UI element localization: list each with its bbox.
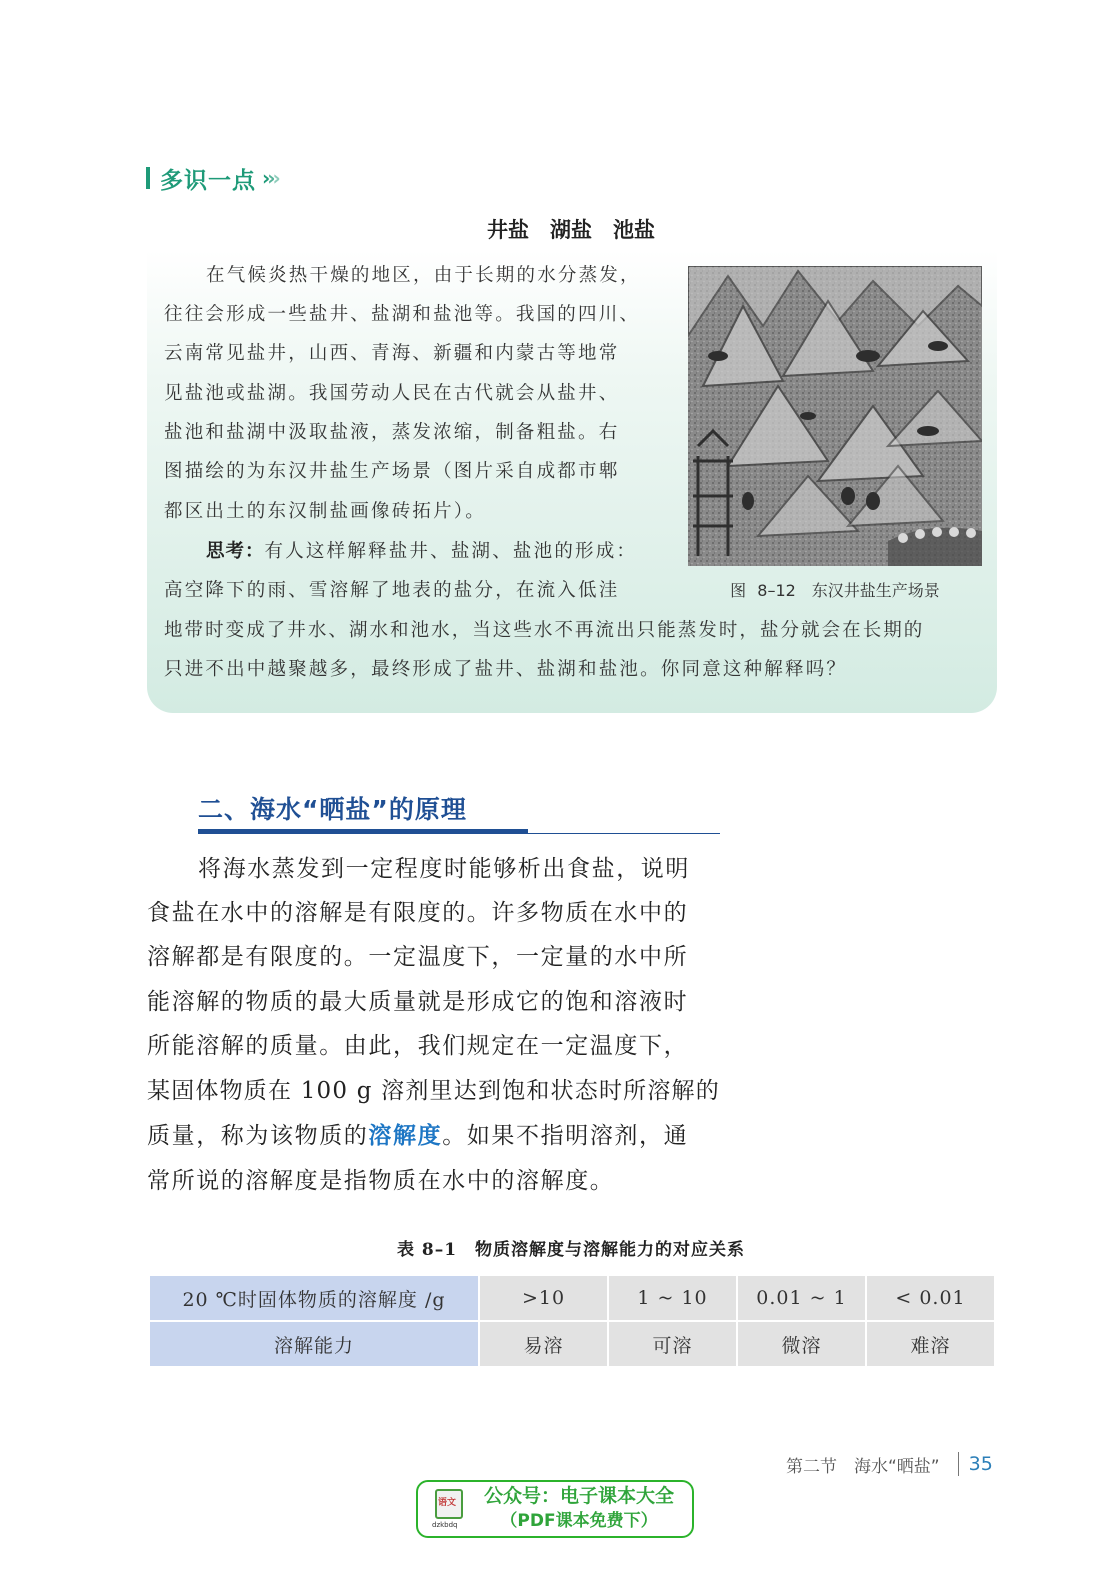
book-icon: 语文 dzkbdq — [432, 1487, 466, 1531]
table-row — [149, 1275, 995, 1321]
table-row-header: 20 ℃时固体物质的溶解度 /g — [149, 1275, 479, 1321]
table-cell: 易溶 — [479, 1321, 608, 1367]
kb-paragraph-line: 往往会形成一些盐井、盐湖和盐池等。我国的四川、 — [164, 304, 641, 325]
kb-think-line: 高空降下的雨、雪溶解了地表的盐分，在流入低洼 — [164, 580, 620, 601]
table-title: 表 8–1 物质溶解度与溶解能力的对应关系 — [396, 1240, 746, 1260]
footer-section-label: 第二节 海水“晒盐” — [786, 1456, 940, 1477]
table-cell: 微溶 — [737, 1321, 866, 1367]
kb-paragraph-line: 都区出土的东汉制盐画像砖拓片）。 — [164, 501, 486, 522]
figure-caption: 图 8–12 东汉井盐生产场景 — [730, 581, 940, 600]
table-row — [149, 1321, 995, 1367]
salt-well-rubbing-image — [688, 266, 982, 566]
kb-think-line: 地带时变成了井水、湖水和池水，当这些水不再流出只能蒸发时，盐分就会在长期的 — [164, 620, 925, 641]
kb-paragraph-line: 图描绘的为东汉井盐生产场景（图片采自成都市郫 — [164, 461, 620, 482]
section-heading-rule — [528, 833, 720, 834]
footer-divider — [958, 1452, 959, 1476]
body-text-line: 质量，称为该物质的溶解度。如果不指明溶剂，通 — [147, 1123, 689, 1149]
chevron-right-icon: ››› — [262, 166, 278, 190]
think-label: 思考： — [206, 541, 265, 562]
body-text-line: 将海水蒸发到一定程度时能够析出食盐，说明 — [198, 856, 690, 882]
rubbing-illustration — [688, 266, 982, 566]
knowledge-box-subtitle: 井盐 湖盐 池盐 — [487, 218, 655, 242]
table-cell: 0.01 ~ 1 — [737, 1275, 866, 1321]
body-text-line: 所能溶解的质量。由此，我们规定在一定温度下， — [147, 1033, 689, 1059]
table-cell: >10 — [479, 1275, 608, 1321]
body-text-line: 溶解都是有限度的。一定温度下，一定量的水中所 — [147, 944, 689, 970]
table-cell: 可溶 — [608, 1321, 737, 1367]
keyword-solubility: 溶解度 — [368, 1123, 443, 1149]
table-cell: 1 ~ 10 — [608, 1275, 737, 1321]
think-text: 有人这样解释盐井、盐湖、盐池的形成： — [264, 541, 638, 562]
page-number: 35 — [968, 1453, 993, 1475]
body-text-line: 能溶解的物质的最大质量就是形成它的饱和溶液时 — [147, 989, 689, 1015]
kb-paragraph-line: 盐池和盐湖中汲取盐液，蒸发浓缩，制备粗盐。右 — [164, 422, 620, 443]
table-cell: 难溶 — [866, 1321, 995, 1367]
kb-think-line: 只进不出中越聚越多，最终形成了盐井、盐湖和盐池。你同意这种解释吗？ — [164, 659, 848, 680]
table-cell: < 0.01 — [866, 1275, 995, 1321]
body-text-line: 某固体物质在 100 g 溶剂里达到饱和状态时所溶解的 — [147, 1078, 720, 1104]
promo-banner[interactable] — [416, 1480, 694, 1538]
kb-paragraph-line: 见盐池或盐湖。我国劳动人民在古代就会从盐井、 — [164, 383, 620, 404]
page-footer — [786, 1450, 993, 1478]
body-text-line: 常所说的溶解度是指物质在水中的溶解度。 — [147, 1168, 615, 1194]
kb-paragraph-line: 在气候炎热干燥的地区，由于长期的水分蒸发， — [206, 265, 641, 286]
table-row-header: 溶解能力 — [149, 1321, 479, 1367]
knowledge-box-title: 多识一点 — [160, 167, 256, 194]
promo-text: 公众号：电子课本大全 （PDF课本免费下） — [483, 1485, 674, 1531]
knowledge-box-header — [146, 163, 278, 193]
header-accent-bar — [146, 167, 150, 189]
body-text-line: 食盐在水中的溶解是有限度的。许多物质在水中的 — [147, 900, 689, 926]
section-heading: 二、海水“晒盐”的原理 — [198, 795, 467, 824]
kb-think-line — [206, 539, 637, 565]
kb-paragraph-line: 云南常见盐井，山西、青海、新疆和内蒙古等地常 — [164, 343, 620, 364]
section-heading-underline — [198, 829, 528, 834]
solubility-table — [148, 1274, 996, 1368]
